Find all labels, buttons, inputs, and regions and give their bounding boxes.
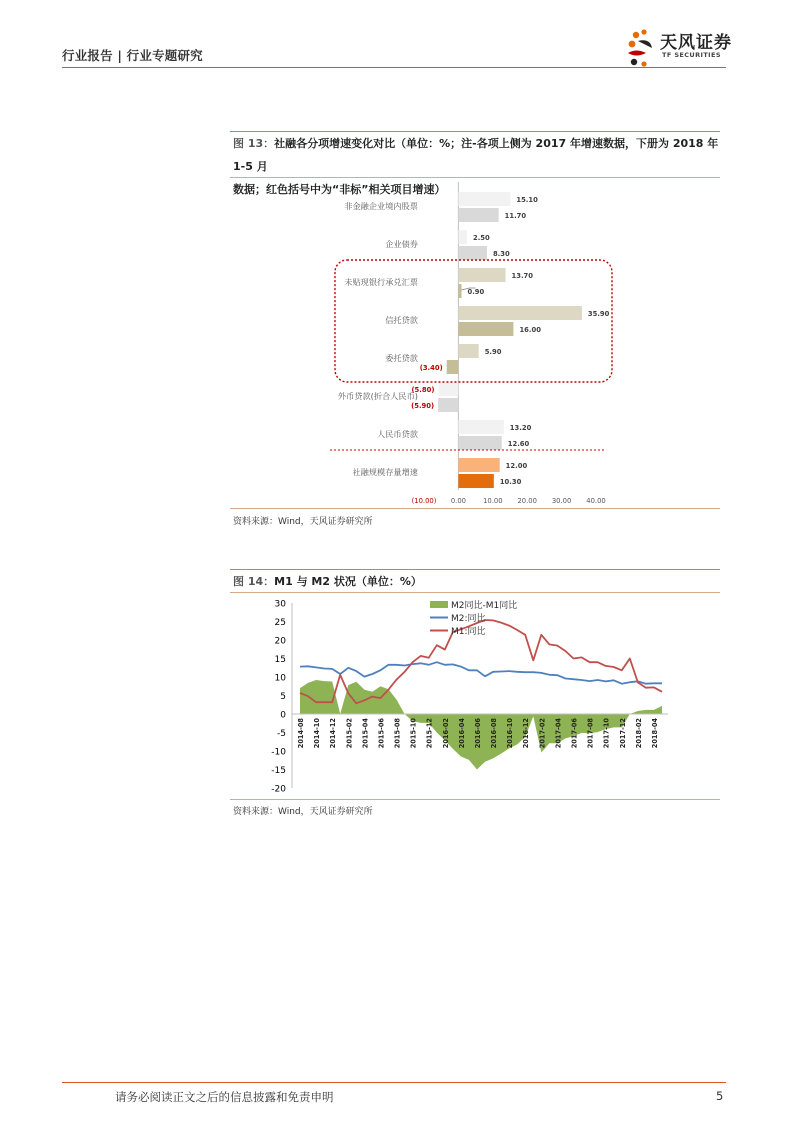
value-label-2017: 13.70 (511, 272, 534, 280)
figure13-caption-text: 社融各分项增速变化对比（单位：%；注-各项上侧为 2017 年增速数据，下册为 2018 年 1-5 月 (233, 137, 719, 173)
category-label: 未贴现银行承兑汇票 (344, 277, 418, 287)
bar-2018 (458, 284, 461, 298)
legend-label: M2:同比 (451, 614, 486, 624)
x-tick-label: 2017-06 (570, 718, 579, 749)
y-tick-label: 30 (274, 599, 286, 610)
value-label-2017: 35.90 (587, 310, 610, 318)
y-tick-label: -5 (277, 729, 286, 739)
y-tick-label: 0 (280, 710, 286, 721)
x-tick-label: 2015-04 (361, 718, 370, 749)
y-tick-label: -10 (271, 747, 286, 758)
category-label: 委托贷款 (385, 353, 418, 363)
y-tick-label: -20 (271, 784, 286, 795)
y-tick-label: 25 (274, 618, 286, 628)
value-label-2017: 13.20 (509, 424, 532, 432)
y-tick-label: -15 (271, 766, 286, 776)
report-type-title: 行业报告 | 行业专题研究 (62, 48, 203, 63)
value-label-2018: (3.40) (419, 364, 443, 372)
x-tick-label: 2017-08 (586, 718, 595, 749)
figure13-caption-line1 (233, 132, 723, 178)
category-label: 信托贷款 (385, 315, 418, 325)
x-tick-label: 2017-12 (618, 718, 627, 749)
y-tick-label: 10 (274, 673, 286, 684)
value-label-2018: 10.30 (499, 478, 522, 486)
figure13-bar-chart (230, 178, 720, 508)
x-tick-label: 2016-06 (473, 718, 482, 749)
x-tick-label: 2016-08 (490, 718, 499, 749)
x-tick-label: 2014-10 (313, 718, 322, 749)
x-tick-label: 2018-02 (634, 718, 643, 749)
value-label-2017: 12.00 (505, 462, 528, 470)
x-tick-label: 2015-02 (345, 718, 354, 749)
bar-2017 (458, 306, 581, 320)
bar-2018 (458, 436, 501, 450)
x-tick-label: 2017-02 (538, 718, 547, 749)
y-tick-label: 20 (274, 636, 286, 647)
footer-divider (62, 1082, 726, 1083)
bar-2018 (438, 398, 458, 412)
value-label-2018: 11.70 (504, 212, 527, 220)
category-label: 企业债券 (385, 239, 418, 249)
bar-2017 (458, 268, 505, 282)
figure14-bottom-rule (230, 799, 720, 800)
x-tick-label: 2015-06 (377, 718, 386, 749)
category-label: 人民币贷款 (377, 429, 418, 439)
figure13-label: 图 13： (233, 137, 275, 150)
value-label-2017: (5.80) (411, 386, 435, 394)
bar-2018 (458, 322, 513, 336)
value-label-2018: 8.30 (492, 250, 510, 258)
bar-2017 (458, 458, 499, 472)
x-tick-label: 2015-12 (425, 718, 434, 749)
category-label: 外币贷款(折合人民币) (337, 391, 418, 401)
bar-2018 (458, 474, 493, 488)
value-label-2018: 12.60 (507, 440, 530, 448)
figure14-source: 资料来源：Wind，天风证券研究所 (233, 807, 373, 817)
category-label: 社融规模存量增速 (352, 467, 418, 477)
x-tick-label: 40.00 (586, 497, 606, 505)
x-tick-label: (10.00) (411, 497, 437, 505)
x-tick-label: 2014-08 (297, 718, 305, 749)
bar-2017 (438, 382, 458, 396)
figure13-bottom-rule (230, 508, 720, 509)
x-tick-label: 2016-04 (457, 718, 466, 749)
value-label-2017: 2.50 (473, 234, 490, 242)
figure14-line-chart (230, 593, 720, 799)
value-label-2017: 15.10 (516, 196, 538, 204)
y-tick-label: 5 (280, 692, 286, 702)
legend-label: M1:同比 (451, 627, 486, 637)
x-tick-label: 2016-02 (441, 718, 450, 749)
x-tick-label: 0.00 (450, 497, 466, 505)
x-tick-label: 2018-04 (650, 718, 659, 749)
logo-subtitle: TF SECURITIES (662, 51, 721, 59)
x-tick-label: 2017-04 (554, 718, 563, 749)
x-tick-label: 2016-12 (522, 718, 531, 749)
x-tick-label: 2015-08 (393, 718, 402, 749)
logo-name: 天风证券 (660, 33, 732, 53)
figure13-caption-line2: 数据；红色括号中为“非标”相关项目增速） (233, 183, 446, 196)
x-tick-label: 2015-10 (409, 718, 418, 749)
value-label-2018: (5.90) (411, 402, 435, 410)
figure14-caption-text: M1 与 M2 状况（单位：%） (274, 575, 422, 588)
bar-2018 (458, 208, 498, 222)
figure13-source: 资料来源：Wind，天风证券研究所 (233, 517, 373, 527)
bar-2018 (447, 360, 459, 374)
page-number: 5 (716, 1089, 724, 1103)
figure14-label: 图 14： (233, 575, 275, 588)
figure14-caption (233, 570, 422, 593)
value-label-2017: 5.90 (484, 348, 502, 356)
bar-2017 (458, 192, 510, 206)
value-label-2018: 0.90 (467, 288, 485, 296)
bar-2018 (458, 246, 487, 260)
legend-swatch-area (430, 601, 448, 608)
legend-label: M2同比-M1同比 (451, 601, 518, 611)
x-tick-label: 2017-10 (602, 718, 611, 749)
x-tick-label: 30.00 (551, 497, 572, 505)
bar-2017 (458, 230, 467, 244)
x-tick-label: 2016-10 (506, 718, 515, 749)
value-label-2018: 16.00 (519, 326, 541, 334)
x-tick-label: 20.00 (517, 497, 537, 505)
x-tick-label: 10.00 (483, 497, 503, 505)
disclaimer-text: 请务必阅读正文之后的信息披露和免责申明 (115, 1090, 334, 1104)
bar-2017 (458, 344, 478, 358)
category-label: 非金融企业境内股票 (344, 201, 418, 211)
bar-2017 (458, 420, 503, 434)
x-tick-label: 2014-12 (329, 718, 338, 749)
y-tick-label: 15 (274, 655, 286, 665)
